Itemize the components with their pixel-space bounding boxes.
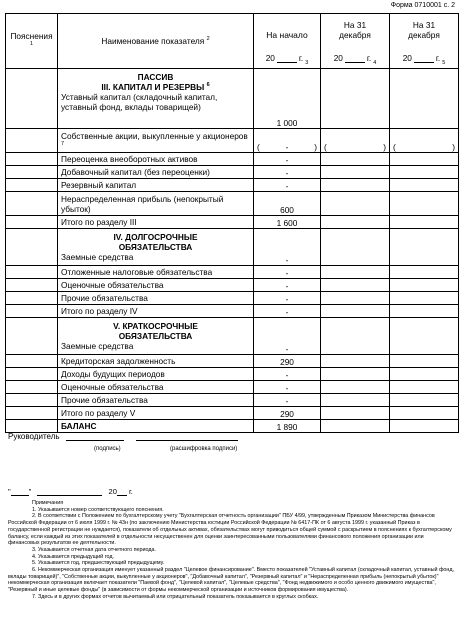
table-row [6, 394, 459, 407]
row-value: - [254, 292, 321, 305]
table-row [6, 368, 459, 381]
row-value: - [254, 266, 321, 279]
signature-name-caption: (расшифровка подписи) [170, 446, 238, 452]
notes [8, 500, 456, 601]
row-value: - [254, 229, 321, 266]
note-6: 6. Некоммерческая организация именует указанный раздел "Целевое финансирование". Вместо показателей "Уставный капитал (складочный капитал, уставный фонд, вклады товарищей)", "Собственные акции, выкупленные у акционеров", "Добавочный капитал", "Резервный капитал" и "Нераспределенная прибыль (непокрытый убыток)" некоммерческая организация включает показатели "Паевой фонд", "Целевой капитал", "Целевые средства", "Фонд недвижимого и особо ценного движимого имущества", "Резервный и иные целевые фонды" (в зависимости от формы некоммерческой организации и источников формирования имущества). [8, 567, 455, 594]
notes-heading: Примечания [32, 500, 64, 506]
date-line: " " 20 г. [8, 487, 133, 496]
row-label: Заемные средства [61, 252, 134, 262]
table-row [6, 292, 459, 305]
table-row [6, 279, 459, 292]
row-label: Доходы будущих периодов [58, 368, 254, 381]
section-title: III. КАПИТАЛ И РЕЗЕРВЫ $^6$ [101, 82, 210, 92]
section-title: ОБЯЗАТЕЛЬСТВА [118, 242, 193, 252]
row-label: Итого по разделу III [58, 216, 254, 229]
row-value: - [254, 279, 321, 292]
section-title: IV. ДОЛГОСРОЧНЫЕ [113, 232, 198, 242]
row-label: Оценочные обязательства [58, 381, 254, 394]
table-row [6, 166, 459, 179]
section-title: ОБЯЗАТЕЛЬСТВА [118, 331, 193, 341]
row-label: Нераспределенная прибыль (непокрытый убыток) [58, 192, 254, 216]
row-value: 1 600 [254, 216, 321, 229]
row-value: - [254, 318, 321, 355]
row-label: Оценочные обязательства [58, 279, 254, 292]
row-label: Итого по разделу IV [58, 305, 254, 318]
row-label: Собственные акции, выкупленные у акционеров $^7$ [58, 129, 254, 153]
signature-line [8, 432, 238, 441]
note-5: 5. Указывается год, предшествующий предыдущему. [32, 560, 165, 567]
row-value: 290 [254, 355, 321, 368]
note-4: 4. Указывается предыдущий год. [32, 553, 115, 560]
table-row [6, 381, 459, 394]
header-row [6, 14, 459, 69]
signature-field[interactable] [66, 440, 124, 441]
date-month-field[interactable] [37, 495, 102, 496]
row-value: - [254, 368, 321, 381]
row-label: Итого по разделу V [58, 407, 254, 420]
row-label: Резервный капитал [58, 179, 254, 192]
signature-label: Руководитель [8, 432, 60, 441]
section-title: ПАССИВ [137, 72, 174, 82]
table-row [6, 229, 459, 266]
row-label: Заемные средства [61, 341, 134, 351]
header-prev-prev-year: На 31 декабря 20 г. 5 [390, 14, 459, 69]
table-row [6, 179, 459, 192]
table-row [6, 407, 459, 420]
header-begin: На начало 20 г. 3 [254, 14, 321, 69]
row-value: ( - ) [254, 129, 321, 153]
row-value: - [254, 305, 321, 318]
row-label: Прочие обязательства [58, 394, 254, 407]
note-1: 1. Указывается номер соответствующего пояснения. [32, 506, 164, 513]
note-2: 2. В соответствии с Положением по бухгалтерскому учету "Бухгалтерская отчетность организации" ПБУ 4/99, утвержденным Приказом Министерства финансов Российской Федерации от 6 июля 1999 г. № 43н (по заключению Министерства юстиции Российской Федерации № 6417-ПК от 6 августа 1999 г. указанный Приказ в государственной регистрации не нуждается), показатели об отдельных активах, обязательствах могут приводиться общей суммой с раскрытием в пояснениях к бухгалтерскому балансу, если каждый из этих показателей в отдельности несущественен для оценки заинтересованными пользователями финансового положения организации или финансовых результатов ее деятельности. [8, 513, 452, 547]
row-label: Уставный капитал (складочный капитал, уставный фонд, вклады товарищей) [61, 92, 218, 112]
row-label: Переоценка внеоборотных активов [58, 153, 254, 166]
section-3-cell [58, 69, 254, 129]
table-row [6, 216, 459, 229]
row-label: Прочие обязательства [58, 292, 254, 305]
section-4-cell [58, 229, 254, 266]
table-row: Собственные акции, выкупленные у акционеров $^7$ ( - ) ( ) ( ) [6, 129, 459, 153]
signature-caption: (подпись) [94, 446, 121, 452]
header-notes: Пояснения $^1$ [6, 14, 58, 69]
row-value: - [254, 381, 321, 394]
row-value: 290 [254, 407, 321, 420]
section-title: V. КРАТКОСРОЧНЫЕ [113, 321, 198, 331]
table-row [6, 420, 459, 433]
row-value: 600 [254, 192, 321, 216]
row-value: - [254, 153, 321, 166]
balance-sheet-table [5, 13, 459, 433]
table-row [6, 153, 459, 166]
row-label: Добавочный капитал (без переоценки) [58, 166, 254, 179]
note-3: 3. Указывается отчетная дата отчетного периода. [32, 546, 157, 553]
row-value: - [254, 166, 321, 179]
row-value: - [254, 179, 321, 192]
header-indicator: Наименование показателя $^2$ [58, 14, 254, 69]
row-value: - [254, 394, 321, 407]
table-row [6, 69, 459, 129]
note-7: 7. Здесь и в других формах отчетов вычитаемый или отрицательный показатель показывается в круглых скобках. [32, 593, 319, 600]
row-label: Отложенные налоговые обязательства [58, 266, 254, 279]
signature-name-field[interactable] [136, 440, 238, 441]
row-value: 1 890 [254, 420, 321, 433]
table-row [6, 266, 459, 279]
section-5-cell [58, 318, 254, 355]
table-row [6, 192, 459, 216]
form-number: Форма 0710001 с. 2 [390, 2, 455, 9]
table-row [6, 305, 459, 318]
table-row [6, 355, 459, 368]
row-value: 1 000 [254, 69, 321, 129]
header-prev-year: На 31 декабря 20 г. 4 [321, 14, 390, 69]
row-label: БАЛАНС [58, 420, 254, 433]
table-row [6, 318, 459, 355]
row-label: Кредиторская задолженность [58, 355, 254, 368]
